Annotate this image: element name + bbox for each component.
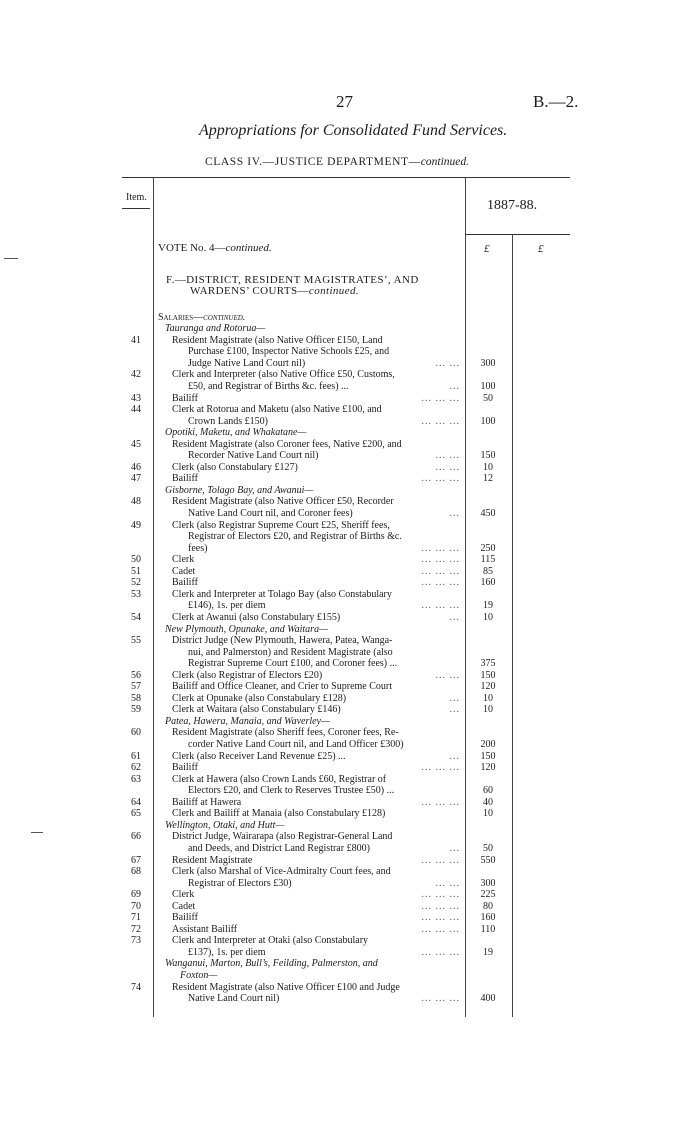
amount-value: 225 (480, 889, 496, 901)
item-number: 68 (131, 866, 141, 878)
list-item (0, 520, 700, 531)
amount-value: 120 (480, 762, 496, 774)
line-text: Clerk (172, 554, 195, 566)
list-item (0, 312, 700, 323)
amount-value: 300 (480, 357, 496, 369)
line-text: Bailiff and Office Cleaner, and Crier to Supreme Court (172, 681, 392, 693)
item-number: 51 (131, 565, 141, 577)
list-item (0, 739, 700, 750)
amount-value: 50 (483, 842, 493, 854)
list-item (0, 554, 700, 565)
list-item (0, 831, 700, 842)
item-number: 42 (131, 369, 141, 381)
leader-dots: ... (449, 508, 460, 519)
amount-value: 375 (480, 658, 496, 670)
line-text: WARDENS’ COURTS—continued. (190, 285, 360, 298)
amount-value: 160 (480, 577, 496, 589)
subheading-text: CLASS IV.—JUSTICE DEPARTMENT— (205, 156, 421, 168)
leader-dots: ... ... ... (421, 912, 460, 924)
item-header-rule (122, 208, 150, 209)
leader-dots: ... ... (435, 461, 460, 473)
leader-dots: ... (449, 692, 460, 704)
line-text: Bailiff (172, 762, 198, 774)
list-item (0, 808, 700, 819)
amount-value: 300 (480, 877, 496, 889)
item-number: 69 (131, 889, 141, 901)
line-text: £137), 1s. per diem (188, 946, 266, 958)
item-number: 50 (131, 554, 141, 566)
leader-dots: ... ... ... (421, 415, 460, 427)
line-text: Resident Magistrate (also Coroner fees, Native £200, and (172, 438, 402, 450)
list-item (0, 727, 700, 738)
amount-value: 40 (483, 796, 493, 808)
line-text: Clerk at Waitara (also Constabulary £146) (172, 704, 341, 716)
list-item (0, 369, 700, 380)
leader-dots: ... ... ... (421, 889, 460, 901)
line-text: Crown Lands £150) (188, 415, 268, 427)
leader-dots: ... (449, 380, 460, 392)
amount-value: 10 (483, 461, 493, 473)
line-text: Patea, Hawera, Manaia, and Waverley— (165, 715, 330, 727)
item-number: 70 (131, 900, 141, 912)
amount-value: 60 (483, 785, 493, 797)
list-item (0, 543, 700, 554)
line-text: Wellington, Otaki, and Hutt— (165, 819, 285, 831)
line-text: Clerk (also Receiver Land Revenue £25) ... (172, 750, 346, 762)
amount-value: 85 (483, 565, 493, 577)
item-number: 48 (131, 496, 141, 508)
list-item (0, 889, 700, 900)
list-item (0, 600, 700, 611)
item-number: 66 (131, 831, 141, 843)
list-item (0, 912, 700, 923)
amount-value: 19 (483, 600, 493, 612)
line-text: Salaries—continued. (158, 311, 246, 323)
line-text: New Plymouth, Opunake, and Waitara— (165, 623, 328, 635)
list-item (0, 693, 700, 704)
list-item (0, 566, 700, 577)
line-text: Clerk and Bailiff at Manaia (also Constabulary £128) (172, 808, 386, 820)
amount-value: 400 (480, 993, 496, 1005)
list-item (0, 508, 700, 519)
list-item (0, 866, 700, 877)
line-text: nui, and Palmerston) and Resident Magistrate (also (188, 646, 393, 658)
item-number: 60 (131, 727, 141, 739)
item-number: 62 (131, 762, 141, 774)
leader-dots: ... ... (435, 669, 460, 681)
currency-symbol-1: £ (484, 243, 490, 255)
line-text: fees) (188, 542, 208, 554)
line-text: Bailiff at Hawera (172, 796, 242, 808)
list-item (0, 751, 700, 762)
list-item (0, 404, 700, 415)
line-text: Clerk and Interpreter (also Native Office £50, Customs, (172, 369, 395, 381)
list-item (0, 450, 700, 461)
amount-value: 115 (480, 554, 496, 566)
line-text: Clerk at Hawera (also Crown Lands £60, Registrar of (172, 773, 387, 785)
line-text: District Judge (New Plymouth, Hawera, Patea, Wanga- (172, 635, 393, 647)
leader-dots: ... (449, 750, 460, 762)
line-text: Clerk (172, 889, 195, 901)
line-text: Clerk at Awanui (also Constabulary £155) (172, 611, 341, 623)
list-item (0, 797, 700, 808)
line-text: Judge Native Land Court nil) (188, 357, 306, 369)
leader-dots: ... ... (435, 450, 460, 462)
item-number: 54 (131, 611, 141, 623)
leader-dots: ... ... ... (421, 577, 460, 589)
list-item (0, 624, 700, 635)
list-item (0, 647, 700, 658)
leader-dots: ... ... ... (421, 796, 460, 808)
list-item (0, 473, 700, 484)
item-number: 65 (131, 808, 141, 820)
amount-value: 150 (480, 669, 496, 681)
line-text: Bailiff (172, 577, 198, 589)
document-reference: B.—2. (533, 92, 579, 111)
list-item (0, 762, 700, 773)
amount-value: 120 (480, 681, 496, 693)
list-item (0, 496, 700, 507)
list-item (0, 439, 700, 450)
list-item (0, 716, 700, 727)
list-item (0, 843, 700, 854)
list-item (0, 670, 700, 681)
page-heading: Appropriations for Consolidated Fund Services. (199, 122, 508, 139)
leader-dots: ... ... ... (421, 554, 460, 566)
list-item (0, 820, 700, 831)
amount-value: 450 (480, 508, 496, 519)
list-item (0, 531, 700, 542)
amount-value: 150 (480, 450, 496, 462)
amount-value: 19 (483, 946, 493, 958)
amount-value: 100 (480, 380, 496, 392)
line-text: Clerk at Rotorua and Maketu (also Native £100, and (172, 404, 382, 416)
page-number: 27 (336, 92, 353, 111)
list-item (0, 485, 700, 496)
list-item (0, 416, 700, 427)
item-number: 74 (131, 981, 141, 993)
list-item (0, 612, 700, 623)
line-text: Resident Magistrate (also Native Officer £50, Recorder (172, 496, 394, 508)
class-subheading (205, 156, 469, 168)
item-number: 41 (131, 334, 141, 346)
leader-dots: ... ... ... (421, 762, 460, 774)
line-text: Bailiff (172, 392, 198, 404)
list-item (0, 358, 700, 369)
list-item (0, 878, 700, 889)
leader-dots: ... ... ... (421, 854, 460, 866)
amount-value: 10 (483, 692, 493, 704)
item-number: 67 (131, 854, 141, 866)
line-text: Registrar of Electors £30) (188, 877, 292, 889)
line-text: Cadet (172, 900, 196, 912)
line-text: Resident Magistrate (172, 854, 253, 866)
leader-dots: ... ... ... (421, 600, 460, 612)
line-text: £146), 1s. per diem (188, 600, 266, 612)
list-item (0, 901, 700, 912)
leader-dots: ... ... (435, 357, 460, 369)
amount-value: 10 (483, 808, 493, 820)
list-item (0, 993, 700, 1004)
list-item (0, 958, 700, 969)
item-number: 49 (131, 519, 141, 531)
list-item (0, 243, 700, 254)
amount-value: 250 (480, 542, 496, 554)
leader-dots: ... ... ... (421, 923, 460, 935)
leader-dots: ... ... ... (421, 473, 460, 485)
line-suffix: continued. (225, 242, 272, 254)
line-text: Assistant Bailiff (172, 923, 238, 935)
line-text: Registrar Supreme Court £100, and Coroner fees) ... (188, 658, 398, 670)
line-text: Opotiki, Maketu, and Whakatane— (165, 427, 307, 439)
line-text: £50, and Registrar of Births &c. fees) ... (188, 380, 349, 392)
list-item (0, 323, 700, 334)
amount-value: 10 (483, 704, 493, 716)
amount-value: 550 (480, 854, 496, 866)
line-text: Bailiff (172, 473, 198, 485)
item-number: 52 (131, 577, 141, 589)
list-item (0, 658, 700, 669)
amount-value: 12 (483, 473, 493, 485)
line-text: Resident Magistrate (also Native Officer £100 and Judge (172, 981, 400, 993)
item-number: 58 (131, 692, 141, 704)
list-item (0, 935, 700, 946)
scan-mark (4, 258, 18, 259)
line-text: Clerk (also Marshal of Vice-Admiralty Court fees, and (172, 866, 391, 878)
line-text: Recorder Native Land Court nil) (188, 450, 319, 462)
item-number: 53 (131, 588, 141, 600)
amount-value: 80 (483, 900, 493, 912)
line-text: Clerk (also Registrar of Electors £20) (172, 669, 323, 681)
item-number: 55 (131, 635, 141, 647)
year-column-header: 1887-88. (487, 198, 538, 213)
leader-dots: ... ... ... (421, 392, 460, 404)
item-number: 73 (131, 935, 141, 947)
line-text: Clerk and Interpreter at Otaki (also Constabulary (172, 935, 369, 947)
item-number: 64 (131, 796, 141, 808)
list-item (0, 346, 700, 357)
line-text: Registrar of Electors £20, and Registrar of Births &c. (188, 531, 402, 543)
line-text: Electors £20, and Clerk to Reserves Trustee £50) ... (188, 785, 395, 797)
list-item (0, 589, 700, 600)
item-number: 63 (131, 773, 141, 785)
table-top-rule (122, 177, 570, 178)
leader-dots: ... ... ... (421, 542, 460, 554)
leader-dots: ... (449, 842, 460, 854)
leader-dots: ... ... ... (421, 565, 460, 577)
year-header-rule (466, 234, 570, 235)
leader-dots: ... ... ... (421, 993, 460, 1005)
line-text: Bailiff (172, 912, 198, 924)
line-text: and Deeds, and District Land Registrar £800) (188, 842, 370, 854)
line-text: Tauranga and Rotorua— (165, 323, 266, 335)
list-item (0, 635, 700, 646)
list-item (0, 947, 700, 958)
amount-value: 50 (483, 392, 493, 404)
list-item (0, 774, 700, 785)
item-number: 56 (131, 669, 141, 681)
list-item (0, 924, 700, 935)
list-item (0, 785, 700, 796)
line-text: Cadet (172, 565, 196, 577)
list-item (0, 286, 700, 297)
item-number: 44 (131, 404, 141, 416)
line-text: Gisborne, Tolago Bay, and Awanui— (165, 484, 314, 496)
list-item (0, 704, 700, 715)
list-item (0, 855, 700, 866)
line-text: F.—DISTRICT, RESIDENT MAGISTRATES’, AND (166, 273, 419, 286)
line-text: VOTE No. 4—continued. (158, 242, 272, 254)
amount-value: 110 (480, 923, 496, 935)
item-number: 45 (131, 438, 141, 450)
item-column-header: Item. (126, 192, 147, 203)
leader-dots: ... (449, 704, 460, 716)
line-text: corder Native Land Court nil, and Land Officer £300) (188, 739, 404, 750)
subheading-suffix: continued. (420, 156, 469, 168)
item-number: 43 (131, 392, 141, 404)
line-text: Resident Magistrate (also Sheriff fees, Coroner fees, Re- (172, 727, 399, 739)
item-number: 46 (131, 461, 141, 473)
line-text: Wanganui, Marton, Bull’s, Feilding, Palmerston, and (165, 958, 378, 970)
leader-dots: ... ... ... (421, 900, 460, 912)
item-number: 57 (131, 681, 141, 693)
line-text: Foxton— (180, 970, 218, 981)
list-item (0, 335, 700, 346)
amount-value: 150 (480, 750, 496, 762)
line-text: Clerk (also Constabulary £127) (172, 461, 298, 473)
item-number: 72 (131, 923, 141, 935)
line-suffix: continued. (308, 285, 360, 298)
list-item (0, 970, 700, 981)
line-text: Native Land Court nil) (188, 993, 280, 1005)
currency-symbol-2: £ (538, 243, 544, 255)
line-suffix: continued. (203, 311, 246, 323)
list-item (0, 427, 700, 438)
leader-dots: ... (449, 611, 460, 623)
line-text: Resident Magistrate (also Native Officer £150, Land (172, 334, 383, 346)
list-item (0, 462, 700, 473)
line-text: District Judge, Wairarapa (also Registrar-General Land (172, 831, 393, 843)
list-item (0, 381, 700, 392)
leader-dots: ... ... ... (421, 946, 460, 958)
line-text: Native Land Court nil, and Coroner fees) (188, 508, 353, 519)
item-number: 61 (131, 750, 141, 762)
list-item (0, 681, 700, 692)
amount-value: 160 (480, 912, 496, 924)
list-item (0, 275, 700, 286)
list-item (0, 982, 700, 993)
line-text: Clerk at Opunake (also Constabulary £128) (172, 692, 347, 704)
amount-value: 200 (480, 739, 496, 750)
list-item (0, 577, 700, 588)
item-number: 71 (131, 912, 141, 924)
line-text: Clerk and Interpreter at Tolago Bay (also Constabulary (172, 588, 392, 600)
amount-value: 100 (480, 415, 496, 427)
leader-dots: ... ... (435, 877, 460, 889)
line-text: Purchase £100, Inspector Native Schools £25, and (188, 346, 390, 358)
line-text: Clerk (also Registrar Supreme Court £25, Sheriff fees, (172, 519, 390, 531)
amount-value: 10 (483, 611, 493, 623)
item-number: 47 (131, 473, 141, 485)
list-item (0, 393, 700, 404)
item-number: 59 (131, 704, 141, 716)
